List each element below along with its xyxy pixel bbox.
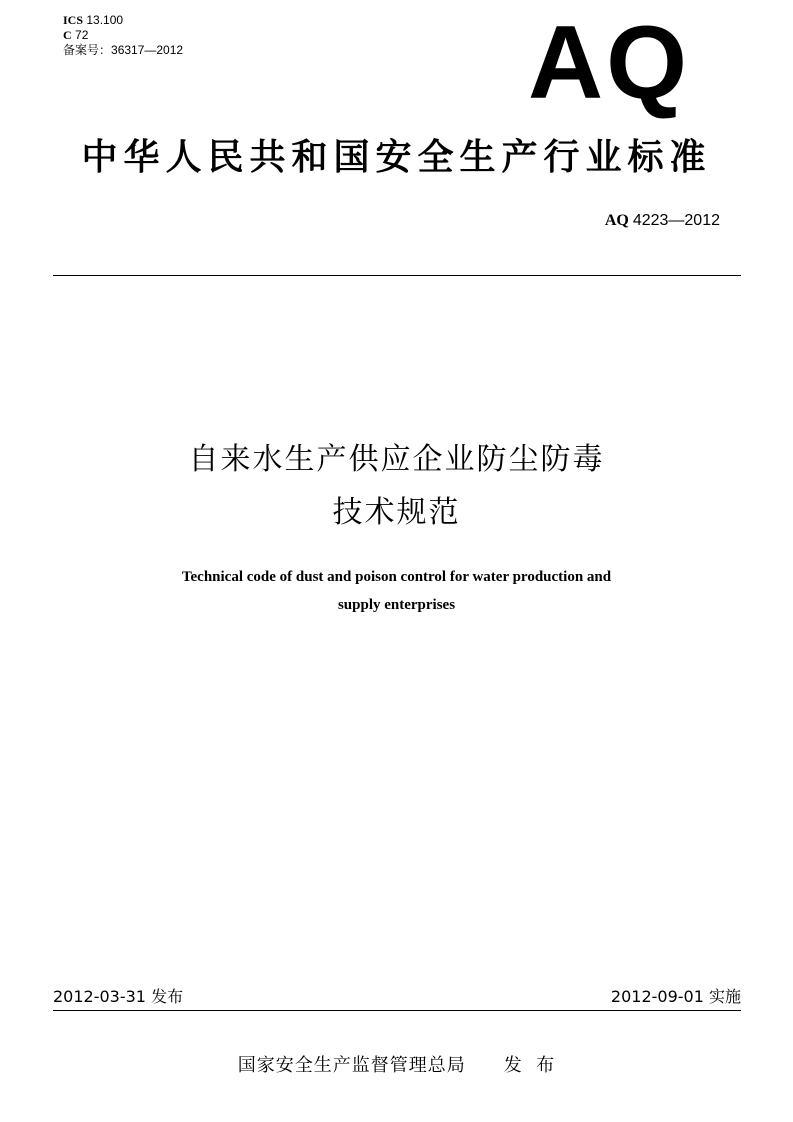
issuer-name: 国家安全生产监督管理总局: [237, 1055, 466, 1076]
aq-logo: AQ: [528, 5, 690, 121]
issue-date: 2012-03-31 发布: [53, 987, 184, 1006]
top-divider: [53, 275, 741, 276]
filing-number: [63, 43, 183, 58]
ics-classification: [63, 13, 123, 28]
clc-code: 72: [75, 28, 89, 42]
implementation-date: 2012-09-01 实施: [610, 987, 741, 1006]
standard-category-title: 中华人民共和国安全生产行业标准: [81, 137, 712, 178]
chinese-title-line-1: 自来水生产供应企业防尘防毒: [188, 442, 605, 477]
ics-code: 13.100: [86, 13, 124, 27]
ics-label: ICS: [63, 13, 84, 27]
standard-number-value: 4223—2012: [632, 212, 720, 229]
filing-label: 备案号：: [63, 43, 112, 57]
issuer-action: 发 布: [503, 1055, 556, 1076]
chinese-title-line-2: 技术规范: [332, 495, 461, 530]
standard-number: [605, 211, 720, 231]
english-title-line-2: supply enterprises: [337, 597, 456, 613]
clc-classification: [63, 28, 88, 43]
bottom-divider: [53, 1010, 741, 1011]
standard-number-prefix: AQ: [604, 212, 629, 229]
english-title-line-1: Technical code of dust and poison control for water production and: [181, 569, 612, 585]
clc-label: C: [63, 28, 72, 42]
filing-value: 36317—2012: [111, 43, 184, 57]
issuing-authority: [0, 1054, 793, 1078]
